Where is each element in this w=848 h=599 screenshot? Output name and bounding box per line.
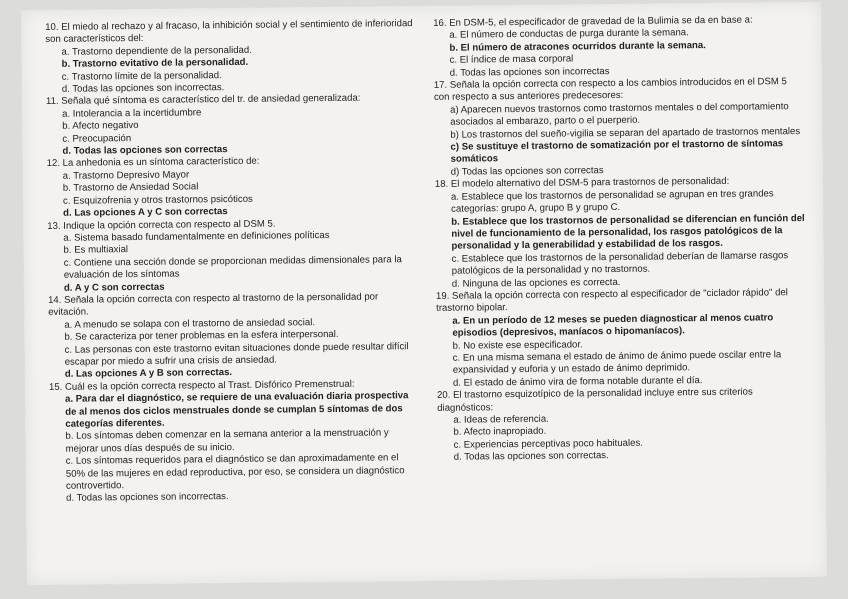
option-b: b. Trastorno evitativo de la personalidad. [61, 57, 249, 71]
option-b: b. Es multiaxial [63, 244, 129, 257]
right-column [433, 14, 808, 464]
option-d: d. Ninguna de las opciones es correcta. [451, 276, 621, 290]
option-c: c. Las personas con este trastorno evitan situaciones donde puede resultar difícil escapar por miedo a sufrir una crisis de ansiedad. [64, 340, 409, 368]
option-d: d. A y C son correctas [63, 281, 165, 294]
option-a: a. Ideas de referencia. [453, 413, 549, 426]
question-10 [45, 18, 416, 96]
option-a: a. Trastorno Depresivo Mayor [62, 169, 190, 182]
exam-page [21, 2, 827, 585]
question-16 [433, 14, 804, 80]
option-b: b. El número de atracones ocurridos durante la semana. [449, 39, 706, 54]
option-b: b. Los síntomas deben comenzar en la semana anterior a la menstruación y mejorar unos días después de su inicio. [65, 427, 389, 455]
option-d: d. Todas las opciones son incorrectas. [61, 82, 225, 95]
question-stem: 18. El modelo alternativo del DSM-5 para trastornos de personalidad: [434, 176, 730, 191]
question-19 [436, 287, 807, 390]
question-20 [437, 386, 808, 464]
option-b: b. Trastorno de Ansiedad Social [62, 181, 199, 195]
option-c: c. Preocupación [62, 132, 132, 145]
option-c: c. Establece que los trastornos de la personalidad deberían de llamarse rasgos patológicos de la personalidad y no trastornos. [451, 249, 789, 277]
question-12 [47, 155, 418, 221]
question-stem: 16. En DSM-5, el especificador de gravedad de la Bulimia se da en base a: [433, 14, 753, 29]
option-b: b. Afecto inapropiado. [453, 426, 547, 439]
option-b: b) Los trastornos del sueño-vigilia se separan del apartado de trastornos mentales [450, 125, 801, 141]
question-stem: 15. Cuál es la opción correcta respecto al Trast. Disfórico Premenstrual: [48, 378, 355, 393]
option-a: a. Sistema basado fundamentalmente en definiciones políticas [63, 229, 330, 244]
option-b: b. Se caracteriza por tener problemas en la esfera interpersonal. [64, 329, 339, 343]
question-stem: 14. Señala la opción correcta con respecto al trastorno de la personalidad por evitación. [47, 291, 379, 319]
question-stem: 13. Indique la opción correcta con respecto al DSM 5. [47, 218, 276, 232]
question-13 [47, 217, 418, 295]
question-11 [46, 93, 417, 159]
question-stem: 10. El miedo al rechazo y al fracaso, la inhibición social y el sentimiento de inferioridad son característicos del: [45, 18, 413, 46]
option-a: a. Para dar el diagnóstico, se requiere de una evaluación diaria prospectiva de al menos dos ciclos menstruales donde se cumplan 5 síntomas de dos categorías diferentes. [65, 390, 409, 430]
option-a: a. Trastorno dependiente de la personalidad. [61, 44, 252, 58]
option-d: d. Las opciones A y B son correctas. [64, 367, 233, 381]
option-d: d. El estado de ánimo vira de forma notable durante el día. [452, 374, 703, 389]
option-b: b. Establece que los trastornos de personalidad se diferencian en función del nivel de funcionamiento de la personalidad, los rasgos patológicos de la personalidad y la generabilidad y estabilidad de los rasgos. [451, 212, 805, 253]
question-15 [49, 378, 420, 506]
option-c: c. Esquizofrenia y otros trastornos psicóticos [62, 193, 253, 207]
option-c: c. Experiencias perceptivas poco habituales. [453, 437, 643, 451]
question-stem: 20. El trastorno esquizotípico de la personalidad incluye entre sus criterios diagnósticos: [437, 386, 753, 414]
option-c: c. Los síntomas requeridos para el diagnóstico se dan aproximadamente en el 50% de las mujeres en edad reproductiva, por eso, se considera un diagnóstico controvertido. [65, 452, 405, 492]
question-stem: 11. Señala qué síntoma es característico del tr. de ansiedad generalizada: [45, 93, 361, 108]
question-18 [435, 175, 806, 291]
question-stem: 17. Señala la opción correcta con respecto a los cambios introducidos en el DSM 5 con respecto a sus anteriores predecesores: [433, 76, 787, 104]
question-14 [48, 291, 419, 382]
option-a: a. El número de conductas de purga durante la semana. [449, 27, 689, 42]
option-c: c) Se sustituye el trastorno de somatización por el trastorno de síntomas somáticos [450, 138, 784, 166]
option-d: d. Todas las opciones son incorrectas [449, 65, 610, 79]
option-c: c. El índice de masa corporal [449, 53, 574, 66]
question-stem: 19. Señala la opción correcta con respecto al especificador de "ciclador rápido" del trastorno bipolar. [435, 287, 788, 315]
option-d: d. Todas las opciones son correctas [62, 144, 228, 157]
option-a: a. A menudo se solapa con el trastorno de ansiedad social. [64, 316, 316, 331]
option-c: c. Trastorno límite de la personalidad. [61, 69, 222, 83]
question-17 [434, 76, 805, 179]
option-a: a. Establece que los trastornos de personalidad se agrupan en tres grandes categorías: grupo A, grupo B y grupo C. [450, 188, 774, 215]
option-c: c. Contiene una sección donde se proporcionan medidas dimensionales para la evaluación de los síntomas [63, 253, 402, 281]
option-a: a. En un período de 12 meses se pueden diagnosticar al menos cuatro episodios (depresivos, maníacos o hipomaníacos). [452, 312, 774, 339]
left-column [45, 18, 420, 506]
question-stem: 12. La anhedonia es un síntoma característico de: [46, 156, 260, 170]
option-d: d) Todas las opciones son correctas [450, 164, 604, 178]
option-a: a. Intolerancia a la incertidumbre [62, 107, 202, 120]
option-b: b. Afecto negativo [62, 120, 139, 133]
option-d: d. Las opciones A y C son correctas [63, 206, 228, 219]
option-d: d. Todas las opciones son incorrectas. [66, 491, 229, 505]
option-c: c. En una misma semana el estado de ánimo de ánimo puede oscilar entre la expansividad y euforia y un estado de ánimo deprimido. [452, 349, 782, 377]
option-d: d. Todas las opciones son correctas. [453, 450, 609, 463]
option-a: a) Aparecen nuevos trastornos como trastornos mentales o del comportamiento asociados al embarazo, parto o el puerperio. [450, 101, 789, 128]
option-b: b. No existe ese especificador. [452, 338, 583, 352]
